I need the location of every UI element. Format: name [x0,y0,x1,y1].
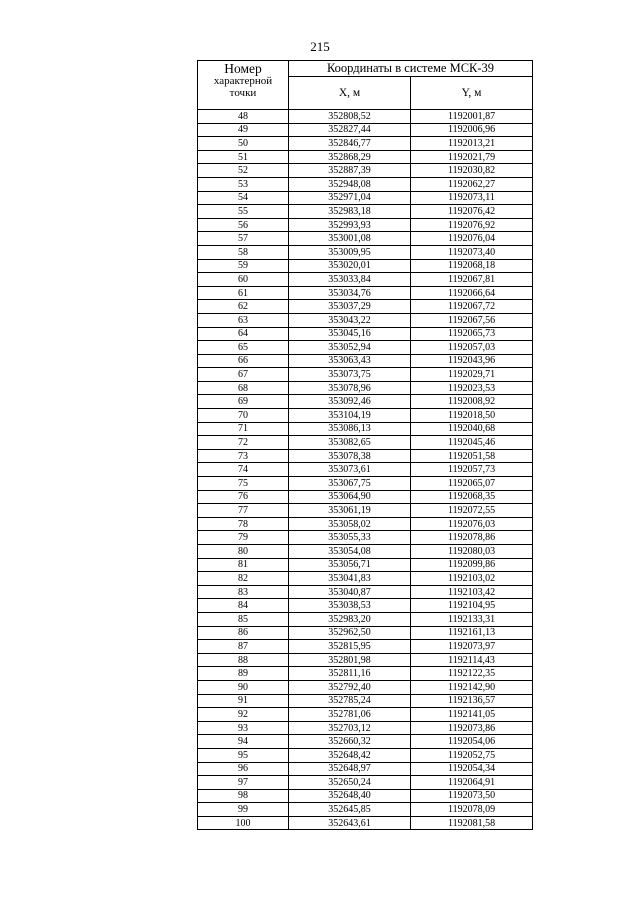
x-coordinate-cell: 352648,97 [289,762,411,776]
y-coordinate-cell: 1192081,58 [411,816,533,830]
x-coordinate-cell: 352887,39 [289,164,411,178]
x-coordinate-cell: 353092,46 [289,395,411,409]
y-coordinate-cell: 1192054,06 [411,735,533,749]
point-number-cell: 88 [198,653,289,667]
x-coordinate-cell: 353009,95 [289,245,411,259]
x-coordinate-cell: 353056,71 [289,558,411,572]
point-number-cell: 76 [198,490,289,504]
point-number-cell: 87 [198,640,289,654]
table-row [198,558,533,572]
table-row [198,409,533,423]
table-row [198,354,533,368]
y-coordinate-cell: 1192136,57 [411,694,533,708]
y-coordinate-cell: 1192023,53 [411,381,533,395]
table-row [198,245,533,259]
x-coordinate-cell: 353034,76 [289,286,411,300]
x-coordinate-cell: 353073,61 [289,463,411,477]
y-coordinate-cell: 1192006,96 [411,123,533,137]
x-coordinate-cell: 352846,77 [289,137,411,151]
x-coordinate-cell: 353020,01 [289,259,411,273]
table-row [198,422,533,436]
table-row [198,164,533,178]
coordinates-table [197,60,533,830]
table-row [198,381,533,395]
y-coordinate-cell: 1192052,75 [411,748,533,762]
y-coordinate-cell: 1192103,02 [411,572,533,586]
point-number-cell: 54 [198,191,289,205]
table-row [198,327,533,341]
y-coordinate-cell: 1192067,81 [411,273,533,287]
table-row [198,776,533,790]
x-coordinate-cell: 352983,18 [289,205,411,219]
point-number-cell: 65 [198,341,289,355]
y-coordinate-cell: 1192099,86 [411,558,533,572]
point-number-cell: 67 [198,368,289,382]
x-coordinate-cell: 353061,19 [289,504,411,518]
table-row [198,191,533,205]
table-row [198,762,533,776]
x-coordinate-cell: 352645,85 [289,803,411,817]
y-coordinate-cell: 1192103,42 [411,585,533,599]
y-coordinate-cell: 1192073,50 [411,789,533,803]
y-coordinate-cell: 1192008,92 [411,395,533,409]
table-row [198,449,533,463]
point-number-cell: 74 [198,463,289,477]
table-row [198,436,533,450]
x-coordinate-cell: 353104,19 [289,409,411,423]
x-coordinate-cell: 353055,33 [289,531,411,545]
y-coordinate-cell: 1192067,72 [411,300,533,314]
y-coordinate-cell: 1192057,03 [411,341,533,355]
y-coordinate-cell: 1192045,46 [411,436,533,450]
point-number-cell: 64 [198,327,289,341]
y-coordinate-cell: 1192076,03 [411,517,533,531]
y-coordinate-cell: 1192013,21 [411,137,533,151]
x-coordinate-cell: 352781,06 [289,708,411,722]
x-coordinate-cell: 353078,96 [289,381,411,395]
point-number-cell: 96 [198,762,289,776]
table-row [198,789,533,803]
point-number-cell: 81 [198,558,289,572]
table-row [198,545,533,559]
point-number-cell: 56 [198,218,289,232]
x-coordinate-cell: 352785,24 [289,694,411,708]
table-row [198,205,533,219]
point-number-cell: 92 [198,708,289,722]
point-number-cell: 95 [198,748,289,762]
point-number-cell: 93 [198,721,289,735]
point-number-cell: 75 [198,477,289,491]
x-coordinate-cell: 353041,83 [289,572,411,586]
y-coordinate-cell: 1192062,27 [411,177,533,191]
table-row [198,816,533,830]
point-number-cell: 63 [198,313,289,327]
y-coordinate-cell: 1192078,09 [411,803,533,817]
table-row [198,177,533,191]
point-number-cell: 57 [198,232,289,246]
y-coordinate-cell: 1192104,95 [411,599,533,613]
x-coordinate-cell: 353052,94 [289,341,411,355]
table-row [198,572,533,586]
point-number-cell: 84 [198,599,289,613]
x-coordinate-cell: 352962,50 [289,626,411,640]
point-number-cell: 52 [198,164,289,178]
point-number-cell: 58 [198,245,289,259]
point-number-header-line3: точки [229,87,257,99]
table-row [198,531,533,545]
x-coordinate-cell: 352650,24 [289,776,411,790]
y-coordinate-cell: 1192068,35 [411,490,533,504]
table-row [198,748,533,762]
x-coordinate-cell: 352983,20 [289,612,411,626]
x-coordinate-cell: 352948,08 [289,177,411,191]
x-coordinate-cell: 353063,43 [289,354,411,368]
x-coordinate-cell: 352792,40 [289,680,411,694]
x-coordinate-cell: 353043,22 [289,313,411,327]
point-number-cell: 53 [198,177,289,191]
point-number-cell: 61 [198,286,289,300]
point-number-cell: 98 [198,789,289,803]
table-row [198,626,533,640]
y-coordinate-cell: 1192051,58 [411,449,533,463]
y-coordinate-cell: 1192001,87 [411,110,533,124]
point-number-cell: 91 [198,694,289,708]
table-row [198,395,533,409]
point-number-cell: 73 [198,449,289,463]
table-row [198,259,533,273]
x-column-header: X, м [289,77,411,110]
point-number-cell: 79 [198,531,289,545]
table-row [198,612,533,626]
y-coordinate-cell: 1192073,86 [411,721,533,735]
x-coordinate-cell: 352811,16 [289,667,411,681]
y-coordinate-cell: 1192122,35 [411,667,533,681]
point-number-cell: 49 [198,123,289,137]
table-row [198,463,533,477]
x-coordinate-cell: 353073,75 [289,368,411,382]
point-number-cell: 70 [198,409,289,423]
x-coordinate-cell: 353082,65 [289,436,411,450]
table-row [198,680,533,694]
x-coordinate-cell: 352801,98 [289,653,411,667]
y-coordinate-cell: 1192043,96 [411,354,533,368]
y-coordinate-cell: 1192161,13 [411,626,533,640]
table-row [198,803,533,817]
point-number-cell: 51 [198,150,289,164]
y-coordinate-cell: 1192133,31 [411,612,533,626]
x-coordinate-cell: 352827,44 [289,123,411,137]
x-coordinate-cell: 353037,29 [289,300,411,314]
coordinates-table-body [198,110,533,830]
table-row [198,218,533,232]
point-number-cell: 55 [198,205,289,219]
y-coordinate-cell: 1192142,90 [411,680,533,694]
point-number-cell: 85 [198,612,289,626]
x-coordinate-cell: 352643,61 [289,816,411,830]
x-coordinate-cell: 352648,40 [289,789,411,803]
point-number-cell: 69 [198,395,289,409]
y-coordinate-cell: 1192073,97 [411,640,533,654]
table-row [198,123,533,137]
x-coordinate-cell: 352703,12 [289,721,411,735]
point-number-cell: 71 [198,422,289,436]
y-coordinate-cell: 1192073,40 [411,245,533,259]
table-row [198,286,533,300]
point-number-cell: 80 [198,545,289,559]
table-row [198,137,533,151]
table-row [198,313,533,327]
y-coordinate-cell: 1192068,18 [411,259,533,273]
x-coordinate-cell: 353086,13 [289,422,411,436]
table-row [198,477,533,491]
point-number-cell: 60 [198,273,289,287]
table-row [198,504,533,518]
table-row [198,273,533,287]
point-number-cell: 99 [198,803,289,817]
table-row [198,232,533,246]
point-number-cell: 50 [198,137,289,151]
y-coordinate-cell: 1192040,68 [411,422,533,436]
x-coordinate-cell: 352815,95 [289,640,411,654]
point-number-cell: 82 [198,572,289,586]
y-coordinate-cell: 1192018,50 [411,409,533,423]
y-coordinate-cell: 1192076,42 [411,205,533,219]
point-number-header-line1: Номер [224,61,262,76]
x-coordinate-cell: 353045,16 [289,327,411,341]
x-coordinate-cell: 353040,87 [289,585,411,599]
table-row [198,300,533,314]
table-row [198,653,533,667]
x-coordinate-cell: 352971,04 [289,191,411,205]
x-coordinate-cell: 352648,42 [289,748,411,762]
table-row [198,694,533,708]
point-number-cell: 66 [198,354,289,368]
y-coordinate-cell: 1192057,73 [411,463,533,477]
y-coordinate-cell: 1192065,07 [411,477,533,491]
y-coordinate-cell: 1192080,03 [411,545,533,559]
table-row [198,585,533,599]
table-row [198,640,533,654]
y-coordinate-cell: 1192114,43 [411,653,533,667]
y-coordinate-cell: 1192078,86 [411,531,533,545]
y-coordinate-cell: 1192073,11 [411,191,533,205]
table-row [198,708,533,722]
page-number: 215 [310,39,330,54]
y-coordinate-cell: 1192030,82 [411,164,533,178]
y-coordinate-cell: 1192021,79 [411,150,533,164]
point-number-cell: 59 [198,259,289,273]
point-number-cell: 62 [198,300,289,314]
table-row [198,368,533,382]
y-column-header: Y, м [411,77,533,110]
point-number-cell: 78 [198,517,289,531]
point-number-cell: 90 [198,680,289,694]
table-row [198,721,533,735]
table-row [198,599,533,613]
table-row [198,517,533,531]
point-number-cell: 72 [198,436,289,450]
coordinate-system-header: Координаты в системе МСК-39 [289,61,533,77]
y-coordinate-cell: 1192029,71 [411,368,533,382]
x-coordinate-cell: 352993,93 [289,218,411,232]
point-number-cell: 48 [198,110,289,124]
x-coordinate-cell: 353033,84 [289,273,411,287]
table-row [198,667,533,681]
point-number-cell: 89 [198,667,289,681]
point-number-header-line2: характерной [213,75,273,87]
y-coordinate-cell: 1192065,73 [411,327,533,341]
y-coordinate-cell: 1192141,05 [411,708,533,722]
x-coordinate-cell: 353038,53 [289,599,411,613]
point-number-cell: 77 [198,504,289,518]
y-coordinate-cell: 1192076,92 [411,218,533,232]
point-number-header [198,61,289,110]
point-number-cell: 68 [198,381,289,395]
point-number-cell: 97 [198,776,289,790]
x-coordinate-cell: 352868,29 [289,150,411,164]
x-coordinate-cell: 352808,52 [289,110,411,124]
x-coordinate-cell: 353067,75 [289,477,411,491]
table-row [198,735,533,749]
table-row [198,490,533,504]
table-row [198,341,533,355]
point-number-cell: 94 [198,735,289,749]
x-coordinate-cell: 352660,32 [289,735,411,749]
y-coordinate-cell: 1192072,55 [411,504,533,518]
y-coordinate-cell: 1192064,91 [411,776,533,790]
point-number-cell: 100 [198,816,289,830]
y-coordinate-cell: 1192066,64 [411,286,533,300]
x-coordinate-cell: 353001,08 [289,232,411,246]
x-coordinate-cell: 353058,02 [289,517,411,531]
point-number-cell: 86 [198,626,289,640]
x-coordinate-cell: 353064,90 [289,490,411,504]
table-row [198,110,533,124]
point-number-cell: 83 [198,585,289,599]
y-coordinate-cell: 1192067,56 [411,313,533,327]
y-coordinate-cell: 1192054,34 [411,762,533,776]
x-coordinate-cell: 353054,08 [289,545,411,559]
x-coordinate-cell: 353078,38 [289,449,411,463]
table-row [198,150,533,164]
y-coordinate-cell: 1192076,04 [411,232,533,246]
